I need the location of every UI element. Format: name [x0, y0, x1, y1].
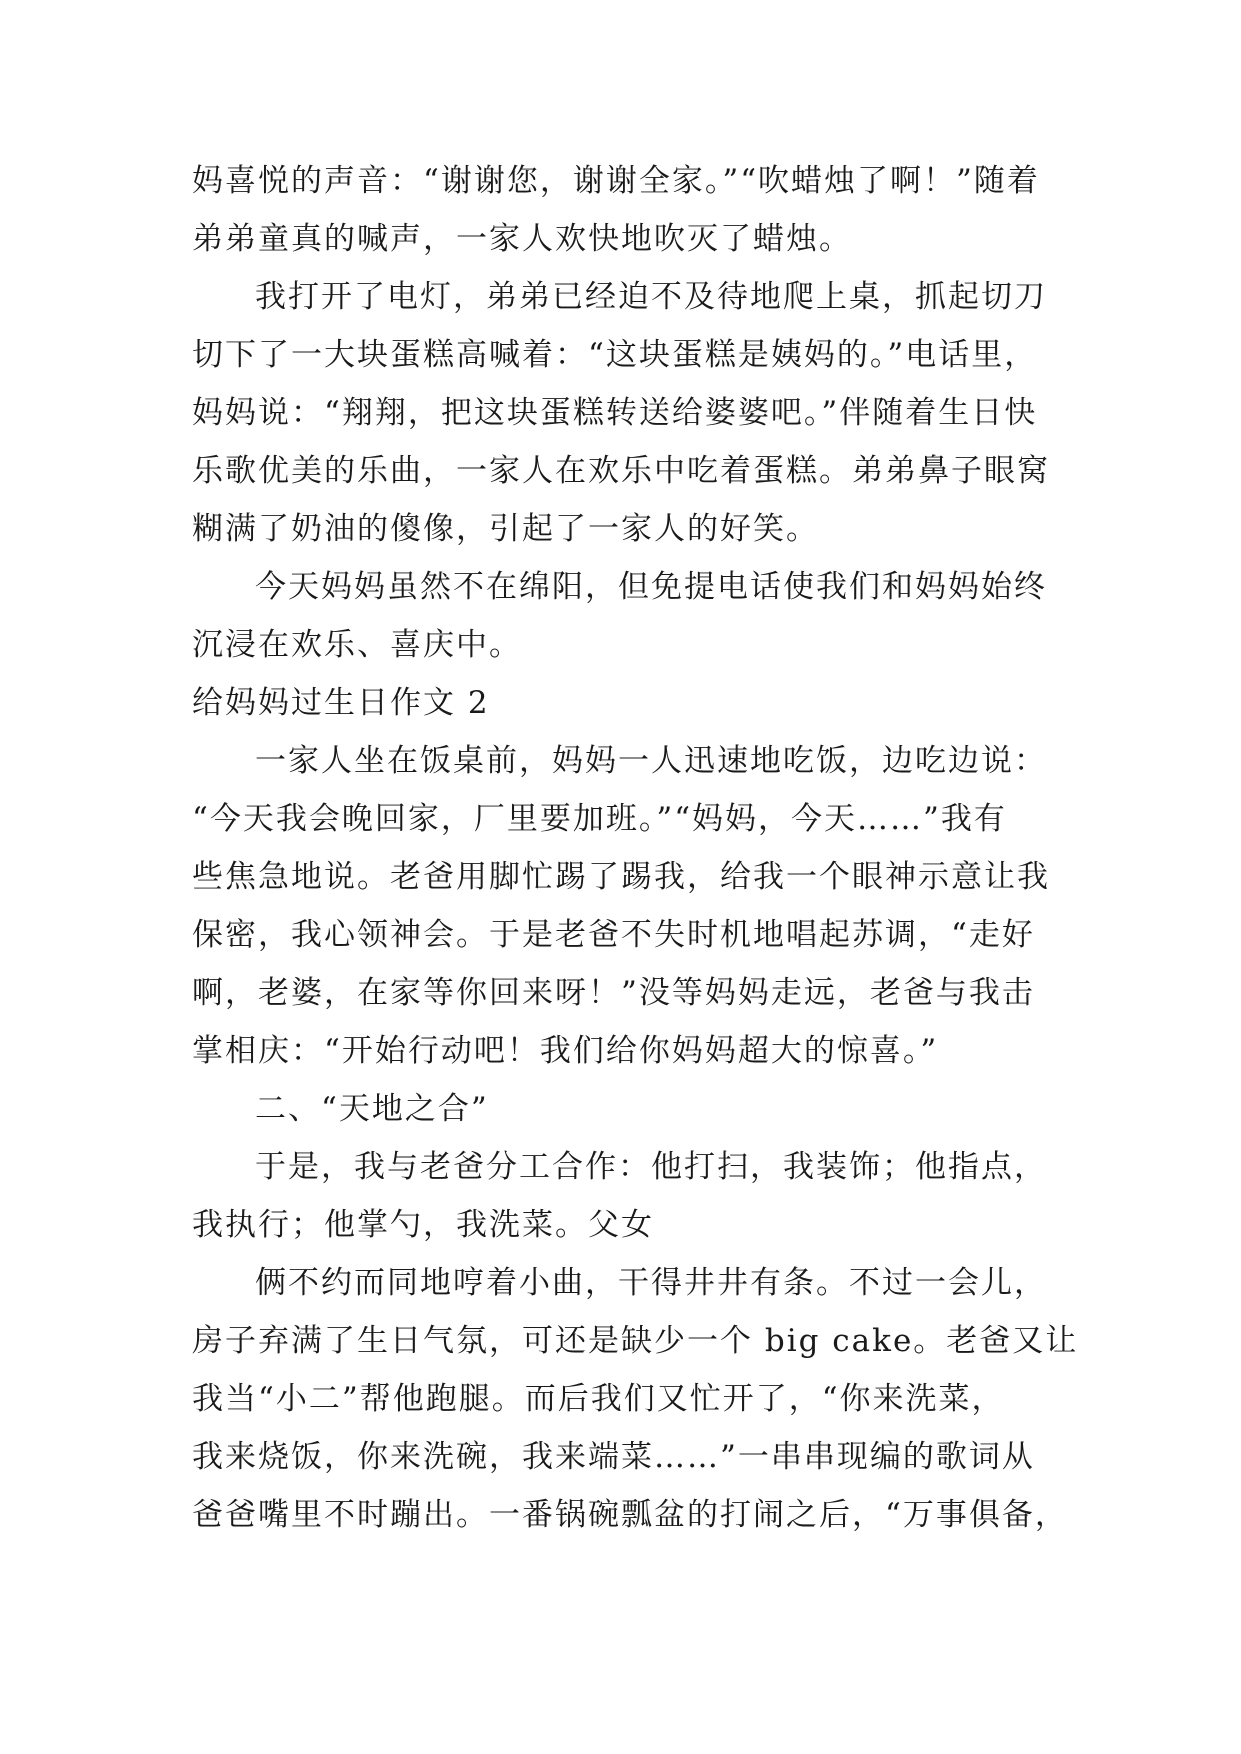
paragraph-first-line: 一家人坐在饭桌前，妈妈一人迅速地吃饭，边吃边说：	[255, 743, 1047, 779]
text-line: 我来烧饭，你来洗碗，我来端菜……”一串串现编的歌词从	[192, 1439, 1035, 1475]
subheading: 二、“天地之合”	[255, 1091, 489, 1127]
paragraph-first-line: 我打开了电灯，弟弟已经迫不及待地爬上桌，抓起切刀	[255, 279, 1047, 315]
text-line: 我当“小二”帮他跑腿。而后我们又忙开了，“你来洗菜，	[192, 1381, 1005, 1417]
text-line: 保密，我心领神会。于是老爸不失时机地唱起苏调，“走好	[192, 917, 1035, 953]
paragraph-first-line: 于是，我与老爸分工合作：他打扫，我装饰；他指点，	[255, 1149, 1047, 1185]
text-line: 我执行；他掌勺，我洗菜。父女	[192, 1207, 654, 1243]
section-heading: 给妈妈过生日作文 2	[192, 685, 490, 721]
text-line: 啊，老婆，在家等你回来呀！”没等妈妈走远，老爸与我击	[192, 975, 1035, 1011]
paragraph-first-line: 今天妈妈虽然不在绵阳，但免提电话使我们和妈妈始终	[255, 569, 1047, 605]
text-line: 弟弟童真的喊声，一家人欢快地吹灭了蜡烛。	[192, 221, 852, 257]
text-line: 房子弃满了生日气氛，可还是缺少一个 big cake。老爸又让	[192, 1323, 1079, 1359]
paragraph-first-line: 俩不约而同地哼着小曲，干得井井有条。不过一会儿，	[255, 1265, 1047, 1301]
text-line: 乐歌优美的乐曲，一家人在欢乐中吃着蛋糕。弟弟鼻子眼窝	[192, 453, 1050, 489]
text-line: 些焦急地说。老爸用脚忙踢了踢我，给我一个眼神示意让我	[192, 859, 1050, 895]
text-line: 掌相庆：“开始行动吧！我们给你妈妈超大的惊喜。”	[192, 1033, 939, 1069]
text-line: 妈妈说：“翔翔，把这块蛋糕转送给婆婆吧。”伴随着生日快	[192, 395, 1038, 431]
text-line: 妈喜悦的声音：“谢谢您，谢谢全家。”“吹蜡烛了啊！”随着	[192, 163, 1040, 199]
text-line: “今天我会晚回家，厂里要加班。”“妈妈，今天……”我有	[192, 801, 1007, 837]
text-line: 爸爸嘴里不时蹦出。一番锅碗瓢盆的打闹之后，“万事俱备，	[192, 1497, 1068, 1533]
text-line: 切下了一大块蛋糕高喊着：“这块蛋糕是姨妈的。”电话里，	[192, 337, 1038, 373]
text-line: 沉浸在欢乐、喜庆中。	[192, 627, 522, 663]
text-line: 糊满了奶油的傻像，引起了一家人的好笑。	[192, 511, 819, 547]
